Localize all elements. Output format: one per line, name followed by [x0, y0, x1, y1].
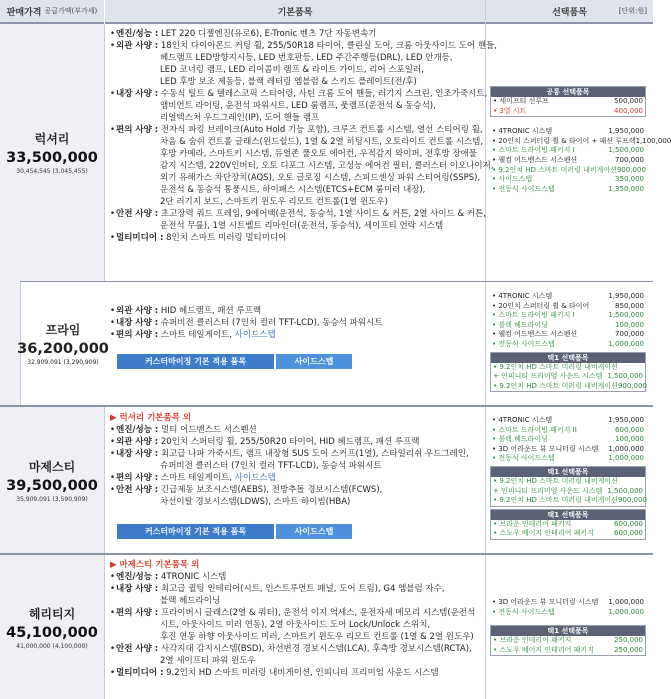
- option-row: [490, 330, 646, 340]
- option-price: 100,000: [615, 320, 644, 329]
- header-basic: [105, 0, 485, 24]
- spec-category: 외관 사양 :: [116, 437, 159, 447]
- spec-line: [110, 460, 485, 472]
- spec-category: 내장 사양 :: [116, 89, 159, 99]
- trim-name: 헤리티지: [28, 606, 76, 621]
- option-box: [490, 625, 646, 656]
- option-name: • 웰컴 어드밴스드 서스펜션: [492, 330, 578, 339]
- option-name: • 9.2인치 HD 스마트 미러링 내비게이션: [493, 381, 618, 390]
- option-row: [491, 363, 645, 373]
- option-price: 900,000: [617, 496, 647, 505]
- spec-line: [110, 124, 485, 136]
- option-name: • 웰컴 어드밴스드 서스펜션: [492, 155, 578, 164]
- spec-text: 최고급 나파 가죽시트, 램프 내장형 SUS 도어 스커프(1열), 스타일리쉬 우드그레인,: [160, 449, 469, 459]
- spec-text: 헤드램프 LED방향지시등, LED 번호판등, LED 주간주행등(DRL), LED 안개등,: [160, 53, 453, 63]
- option-row: [490, 185, 646, 195]
- option-name: • 스노우 베이지 인테리어 패키지: [493, 645, 594, 654]
- spec-text: 차음 & 숨쉬 컨트롤 글래스(윈드쉴드), 1열 & 2열 히팅시트, 오토라이트 컨트롤 시스템,: [160, 137, 484, 147]
- option-name: • 20인치 스퍼터링 휠 & 타이어: [492, 301, 590, 310]
- option-row: [491, 477, 645, 487]
- option-price: 850,000: [615, 301, 644, 310]
- spec-text: 최고급 퀼팅 인테리어(시트, 인스트루먼트 패널, 도어 트림), G4 엠블럼 자수,: [160, 584, 445, 594]
- spec-text: HID 헤드램프, 패션 루프랙: [160, 306, 262, 316]
- spec-text: 운전석 & 동승석 통풍시트, 하이패스 시스템(ETCS+ECM 룸미러 내장),: [160, 185, 426, 195]
- spec-text: 스마트 테일게이트,: [160, 330, 232, 340]
- section-header: ▶ 럭셔리 기본품목 외: [110, 412, 485, 424]
- option-name: • 전동식 사이드스텝: [492, 339, 555, 348]
- spec-line: [110, 329, 485, 341]
- heritage-options: [490, 598, 646, 658]
- option-row: [490, 435, 646, 445]
- option-name: • 블랙 헤드라이닝: [492, 320, 548, 329]
- row-divider: [20, 281, 653, 282]
- prime-basic-items: [110, 305, 485, 341]
- row-divider: [0, 553, 653, 555]
- spec-text: 차선이탈 경보시스템(LDWS), 스마트 하이빔(HBA): [160, 497, 351, 507]
- option-price: 1,000,000: [608, 454, 644, 463]
- option-row: [491, 382, 645, 392]
- spec-text: 수동식 틸트 & 텔레스코픽 스티어링, 사틴 크롬 도어 핸들, 러기지 스크린, 인조가죽시트,: [160, 89, 488, 99]
- spec-line: [110, 76, 485, 88]
- option-row: [491, 520, 645, 530]
- spec-text: 9.2인치 HD 스마트 미러링 내비게이션, 인피니티 프리미엄 사운드 시스템: [166, 668, 439, 678]
- option-name: • 사이드스텝: [492, 175, 533, 184]
- spec-text: 4TRONIC 시스템: [161, 572, 227, 582]
- option-name: • 블랙 헤드라이닝: [492, 435, 548, 444]
- spec-line: [110, 148, 485, 160]
- spec-line: [110, 196, 485, 208]
- spec-text: 후진 연동 하향 아웃사이드 미러, 스마트키 윈도우 리모트 컨트롤 (1열 & 2열 윈도우): [160, 632, 474, 642]
- option-name: • 브라운 인테리어 패키지: [493, 636, 572, 645]
- option-name: • 스마트 드라이빙 패키지 II: [492, 425, 577, 434]
- spec-text: 2열 세이프티 파워 윈도우: [160, 656, 256, 666]
- spec-text: 전자식 파킹 브레이크(Auto Hold 기능 포함), 크루즈 컨트롤 시스템, 열선 스티어링 휠,: [160, 125, 483, 135]
- option-name: • 스마트 드라이빙 패키지 I: [492, 146, 575, 155]
- trim-supply-price: 35,909,091 (3,590,909): [16, 495, 88, 503]
- spec-category: 내장 사양 :: [116, 449, 159, 459]
- option-price: 1,000,000: [608, 607, 644, 616]
- option-name: • 스마트 드라이빙 패키지 I: [492, 311, 575, 320]
- header-basic-label: 기본품목: [277, 7, 313, 18]
- option-box-1: [490, 466, 646, 507]
- option-name: • 9.2인치 HD 스마트 미러링 내비게이션: [492, 165, 617, 174]
- spec-category: 외관 사양 :: [116, 41, 159, 51]
- spec-text: 긴급제동 보조시스템(AEBS), 전방추돌 경보시스템(FCWS),: [160, 485, 383, 495]
- spec-line: [110, 208, 485, 220]
- spec-category: 편의 사양 :: [116, 473, 159, 483]
- trim-price: 45,100,000: [6, 624, 98, 641]
- option-price: 350,000: [615, 175, 644, 184]
- trim-price: 36,200,000: [17, 340, 109, 357]
- option-name: + 인피니티 프리미엄 사운드 시스템: [493, 372, 603, 381]
- box-title: 택1 선택품목: [491, 626, 645, 636]
- option-price: 1,000,000: [608, 598, 644, 606]
- header-trim-sub: 공급가액(부가세): [44, 7, 98, 15]
- option-name: • 스노우 베이지 인테리어 패키지: [493, 529, 594, 538]
- option-price: 700,000: [615, 155, 644, 164]
- spec-text: 감지 시스템, 220V인버터, 오토 디포그 시스템, 고성능 에어컨 필터, 클러스터 이오나이저,: [160, 161, 494, 171]
- option-row: [490, 292, 646, 302]
- option-name: • 9.2인치 HD 스마트 미러링 내비게이션: [493, 476, 618, 485]
- spec-text: 리얼텍스처 우드그레인(IP), 도어 핸들 램프: [160, 113, 320, 123]
- option-price: 1,500,000: [607, 372, 643, 381]
- spec-text: 초고장력 쿼드 프레임, 9에어백(운전석, 동승석, 1열 사이드 & 커튼, 2열 사이드 & 커튼,: [160, 209, 486, 219]
- spec-text: LED 코너링 램프, LED 리어콤비 램프 & 라이트 가이드, 리어 스포일러,: [160, 65, 424, 75]
- option-name: • 3D 어라운드 뷰 모니터링 시스템: [492, 598, 599, 606]
- spec-category: 편의 사양 :: [116, 330, 159, 340]
- option-name: • 4TRONIC 시스템: [492, 127, 553, 136]
- option-row: [490, 127, 646, 137]
- customizing-item: 사이드스텝: [276, 354, 352, 369]
- row-divider: [0, 405, 653, 407]
- spec-line: [110, 643, 485, 655]
- spec-text: 외기 유해가스 차단장치(AQS), 오토 글로징 시스템, 스피드센싱 파워 스티어링(SSPS),: [160, 173, 481, 183]
- trim-supply-price: 32,909,091 (3,290,909): [27, 358, 99, 366]
- option-row: [490, 311, 646, 321]
- trim-supply-price: 30,454,545 (3,045,455): [16, 168, 88, 175]
- customizing-label: 커스터마이징 기본 적용 품목: [117, 524, 274, 539]
- customizing-label: 커스터마이징 기본 적용 품목: [117, 354, 274, 369]
- option-price: 600,000: [614, 519, 643, 528]
- trim-majesty: [0, 407, 105, 553]
- spec-text: 멀티 어드밴스드 서스펜션: [161, 425, 257, 435]
- spec-category: 엔진/성능 :: [116, 29, 159, 39]
- spec-text: 18인치 다이아몬드 커팅 휠, 255/50R18 타이어, 클린실 도어, 크롬 아웃사이드 도어 핸들,: [160, 41, 497, 51]
- spec-category: 안전 사양 :: [116, 644, 159, 654]
- option-row: [490, 321, 646, 331]
- option-row: [491, 97, 645, 107]
- option-row: [490, 598, 646, 608]
- spec-category: 외관 사양 :: [116, 306, 159, 316]
- option-row: [490, 454, 646, 464]
- option-name: • 9.2인치 HD 스마트 미러링 내비게이션: [493, 496, 618, 505]
- spec-line: [110, 232, 485, 244]
- header-option: [486, 0, 653, 24]
- spec-category: 편의 사양 :: [116, 608, 159, 618]
- column-divider: [485, 0, 486, 699]
- spec-line: [110, 136, 485, 148]
- spec-text: 블랙 헤드라이닝: [160, 596, 221, 606]
- spec-category: 안전 사양 :: [116, 485, 159, 495]
- prime-options: [490, 292, 646, 394]
- spec-text: 슈퍼비전 클러스터 (7인치 컬러 TFT-LCD), 동승석 파워시트: [160, 318, 383, 328]
- option-price: 1,950,000: [608, 292, 644, 300]
- spec-line: [110, 496, 485, 508]
- common-option-box: [490, 86, 646, 117]
- option-row: [490, 302, 646, 312]
- customized-item: 사이드스텝: [234, 330, 276, 340]
- section-header: ▶ 마제스티 기본품목 외: [110, 559, 485, 571]
- spec-text: 20인치 스퍼터링 휠, 255/50R20 타이어, HID 헤드램프, 패션 루프랙: [160, 437, 420, 447]
- spec-line: [110, 472, 485, 484]
- option-price: 500,000: [614, 97, 643, 105]
- option-price: 1,000,000: [608, 339, 644, 348]
- option-price: 1,950,000: [608, 416, 644, 424]
- header-trim: [0, 0, 104, 24]
- unit-label: [단위:원]: [618, 7, 647, 15]
- spec-line: [110, 655, 485, 667]
- spec-category: 내장 사양 :: [116, 584, 159, 594]
- option-price: 250,000: [614, 636, 643, 645]
- spec-category: 내장 사양 :: [116, 318, 159, 328]
- option-price: 100,000: [615, 435, 644, 444]
- spec-line: [110, 317, 485, 329]
- spec-line: [110, 184, 485, 196]
- spec-line: [110, 571, 485, 583]
- spec-text: LED 후방 보조 제동등, 블랙 레터링 엠블럼 & 스키드 플레이트(전/후): [160, 77, 417, 87]
- option-price: 1,500,000: [607, 486, 643, 495]
- spec-line: [110, 619, 485, 631]
- spec-line: [110, 484, 485, 496]
- spec-text: 시트, 아웃사이드 미러 연동), 2열 아웃사이드 도어 Lock/Unlock 스위치,: [160, 620, 431, 630]
- option-row: [490, 166, 646, 176]
- spec-line: [110, 424, 485, 436]
- option-name: • 전동식 사이드스텝: [492, 454, 555, 463]
- trim-name: 마제스티: [28, 459, 76, 474]
- prime-customizing-bar: [117, 354, 352, 369]
- option-row: [490, 416, 646, 426]
- option-name: • 3열 시트: [493, 106, 527, 115]
- option-name: • 세이프티 선루프: [493, 97, 549, 105]
- spec-line: [110, 448, 485, 460]
- option-row: [491, 636, 645, 646]
- option-price: 1,350,000: [608, 184, 644, 193]
- trim-name: 럭셔리: [34, 132, 70, 146]
- spec-category: 편의 사양 :: [116, 125, 159, 135]
- spec-line: [110, 52, 485, 64]
- spec-line: [110, 172, 485, 184]
- box-title: 택1 선택품목: [491, 353, 645, 363]
- spec-line: [110, 112, 485, 124]
- spec-text: 2단 러기지 보드, 스마트키 윈도우 리모트 컨트롤(1열 윈도우): [160, 197, 388, 207]
- spec-line: [110, 595, 485, 607]
- option-name: • 4TRONIC 시스템: [492, 292, 553, 300]
- spec-text: 프라이버시 글래스(2열 & 쿼터), 운전석 이지 억세스, 운전자세 메모리 시스템(운전석: [160, 608, 476, 618]
- spec-line: [110, 160, 494, 172]
- option-name: • 20인치 스퍼터링 휠 & 타이어 + 패션 루프랙: [492, 136, 636, 145]
- option-price: 900,000: [616, 165, 646, 174]
- option-price: 1,500,000: [608, 146, 644, 155]
- spec-line: [110, 667, 485, 679]
- spec-line: [110, 40, 497, 52]
- luxury-basic-items: [110, 28, 497, 244]
- spec-line: [110, 220, 485, 232]
- option-price: 700,000: [615, 330, 644, 339]
- spec-category: 엔진/성능 :: [116, 572, 159, 582]
- option-row: [490, 156, 646, 166]
- option-name: • 9.2인치 HD 스마트 미러링 내비게이션: [493, 362, 618, 371]
- option-row: [490, 445, 646, 455]
- option-row: [490, 340, 646, 350]
- option-row: [491, 487, 645, 497]
- option-name: • 브라운 인테리어 패키지: [493, 519, 572, 528]
- box-title: 공통 선택품목: [491, 87, 645, 97]
- box-title: 택1 선택품목: [491, 510, 645, 520]
- spec-category: 멀티미디어 :: [116, 233, 164, 243]
- option-row: [490, 146, 646, 156]
- spec-line: [110, 88, 488, 100]
- header-trim-label: 판매가격: [6, 7, 42, 18]
- option-price: 250,000: [614, 645, 643, 654]
- majesty-options: [490, 416, 646, 542]
- option-price: 1,000,000: [608, 444, 644, 453]
- majesty-customizing-bar: [117, 524, 352, 539]
- spec-text: 8인치 스마트 미러링 멀티미디어: [166, 233, 287, 243]
- option-row: [491, 107, 645, 117]
- customized-item: 사이드스텝: [234, 473, 276, 483]
- option-row: [491, 496, 645, 506]
- trim-price: 33,500,000: [6, 150, 98, 166]
- spec-line: [110, 607, 485, 619]
- option-box-2: [490, 509, 646, 540]
- heritage-basic-items: [110, 559, 485, 679]
- spec-category: 안전 사양 :: [116, 209, 159, 219]
- spec-text: 후방 카메라, 스마트키 시스템, 듀얼존 풀오토 에어컨, 우적감지 와이퍼, 전후방 장애물: [160, 149, 478, 159]
- header-option-label: 선택품목: [552, 7, 587, 18]
- box-title: 택1 선택품목: [491, 467, 645, 477]
- trim-name: 프라임: [45, 322, 81, 337]
- option-row: [490, 175, 646, 185]
- spec-text: 운전석 무릎), 1열 시트벨트 리마인더(운전석, 동승석), 세이프티 언락 시스템: [160, 221, 444, 231]
- trim-heritage: [0, 555, 105, 699]
- option-row: [490, 426, 646, 436]
- spec-text: 슈퍼비전 클러스터 (7인치 컬러 TFT-LCD), 동승석 파워시트: [160, 461, 382, 471]
- option-row: [491, 646, 645, 656]
- majesty-basic-items: [110, 412, 485, 508]
- spec-line: [110, 64, 485, 76]
- option-box: [490, 352, 646, 393]
- option-name: • 3D 어라운드 뷰 모니터링 시스템: [492, 444, 599, 453]
- option-price: 1,500,000: [608, 311, 644, 320]
- option-price: 1,950,000: [608, 127, 644, 136]
- option-name: + 인피니티 프리미엄 사운드 시스템: [493, 486, 603, 495]
- spec-category: 엔진/성능 :: [116, 425, 159, 435]
- spec-text: 스마트 테일게이트,: [160, 473, 232, 483]
- spec-text: LET 220 디젤엔진(유로6), E-Tronic 벤츠 7단 자동변속기: [161, 29, 377, 39]
- spec-line: [110, 100, 485, 112]
- option-name: • 전동식 사이드스텝: [492, 607, 555, 616]
- spec-category: 멀티미디어 :: [116, 668, 164, 678]
- spec-line: [110, 305, 485, 317]
- option-price: 600,000: [614, 529, 643, 538]
- spec-line: [110, 583, 485, 595]
- luxury-options: [490, 84, 671, 194]
- trim-luxury: [0, 24, 105, 281]
- option-name: • 4TRONIC 시스템: [492, 416, 553, 424]
- option-name: • 전동식 사이드스텝: [492, 184, 555, 193]
- spec-line: [110, 631, 485, 643]
- trim-prime: [17, 281, 109, 405]
- spec-text: 앰비언트 라이팅, 운전석 파워시트, LED 룸램프, 풋램프(운전석 & 동승석),: [160, 101, 436, 111]
- option-row: [491, 529, 645, 539]
- spec-text: 사각지대 감지시스템(BSD), 차선변경 경보시스템(LCA), 후측방 경보시스템(RCTA),: [160, 644, 472, 654]
- trim-price: 39,500,000: [6, 477, 98, 494]
- option-price: 400,000: [614, 106, 643, 115]
- customizing-item: 사이드스텝: [276, 524, 352, 539]
- option-price: 900,000: [617, 381, 647, 390]
- option-row: [490, 136, 671, 147]
- spec-line: [110, 28, 485, 40]
- trim-supply-price: 41,000,000 (4,100,000): [16, 642, 88, 650]
- option-price: 1,100,000: [635, 136, 671, 145]
- option-price: 600,000: [615, 425, 644, 434]
- spec-line: [110, 436, 485, 448]
- option-row: [490, 608, 646, 618]
- option-row: [491, 372, 645, 382]
